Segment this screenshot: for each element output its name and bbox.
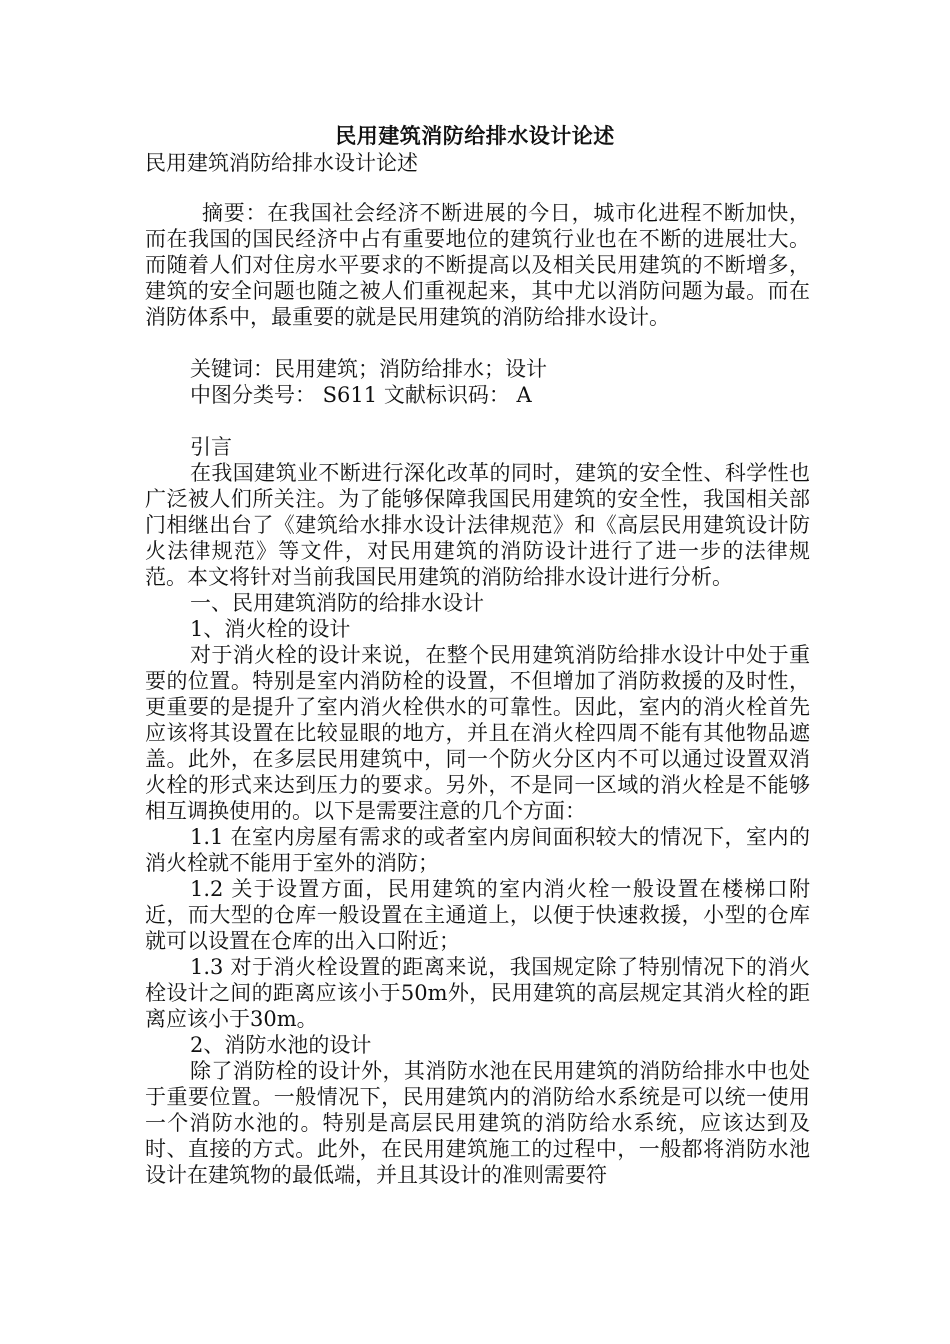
subsection-1-heading: 1、消火栓的设计 (190, 617, 351, 641)
item-1-3: 1.3 对于消火栓设置的距离来说，我国规定除了特别情况下的消火栓设计之间的距离应该小于50m外，民用建筑的高层规定其消火栓的距离应该小于30m。 (145, 955, 810, 1031)
document-body (145, 200, 810, 1188)
intro-paragraph: 在我国建筑业不断进行深化改革的同时，建筑的安全性、科学性也广泛被人们所关注。为了能够保障我国民用建筑的安全性，我国相关部门相继出台了《建筑给水排水设计法律规范》和《高层民用建筑设计防火法律规范》等文件，对民用建筑的消防设计进行了进一步的法律规范。本文将针对当前我国民用建筑的消防给排水设计进行分析。 (145, 461, 810, 589)
intro-heading: 引言 (190, 435, 232, 459)
item-1-1: 1.1 在室内房屋有需求的或者室内房间面积较大的情况下，室内的消火栓就不能用于室外的消防； (145, 825, 810, 875)
subsection-1-paragraph: 对于消火栓的设计来说，在整个民用建筑消防给排水设计中处于重要的位置。特别是室内消防栓的设置，不但增加了消防救援的及时性，更重要的是提升了室内消火栓供水的可靠性。因此，室内的消火栓首先应该将其设置在比较显眼的地方，并且在消火栓四周不能有其他物品遮盖。此外，在多层民用建筑中，同一个防火分区内不可以通过设置双消火栓的形式来达到压力的要求。另外，不是同一区域的消火栓是不能够相互调换使用的。以下是需要注意的几个方面： (145, 643, 810, 823)
subsection-2-heading: 2、消防水池的设计 (190, 1033, 372, 1057)
subsection-2-paragraph: 除了消防栓的设计外，其消防水池在民用建筑的消防给排水中也处于重要位置。一般情况下，民用建筑内的消防给水系统是可以统一使用一个消防水池的。特别是高层民用建筑的消防给水系统，应该达到及时、直接的方式。此外，在民用建筑施工的过程中，一般都将消防水池设计在建筑物的最低端，并且其设计的准则需要符 (145, 1059, 810, 1187)
spacer (145, 408, 810, 434)
section-1-heading: 一、民用建筑消防的给排水设计 (190, 591, 484, 615)
item-1-2: 1.2 关于设置方面，民用建筑的室内消火栓一般设置在楼梯口附近，而大型的仓库一般设置在主通道上，以便于快速救援，小型的仓库就可以设置在仓库的出入口附近； (145, 877, 810, 953)
keywords-line: 关键词：民用建筑；消防给排水；设计 (190, 357, 547, 381)
spacer (145, 330, 810, 356)
classification-line: 中图分类号： S611 文献标识码： A (190, 383, 532, 407)
document-title: 民用建筑消防给排水设计论述 (335, 123, 615, 148)
document-subtitle: 民用建筑消防给排水设计论述 (145, 151, 418, 175)
abstract-paragraph: 摘要：在我国社会经济不断进展的今日，城市化进程不断加快，而在我国的国民经济中占有重要地位的建筑行业也在不断的进展壮大。而随着人们对住房水平要求的不断提高以及相关民用建筑的不断增多，建筑的安全问题也随之被人们重视起来，其中尤以消防问题为最。而在消防体系中，最重要的就是民用建筑的消防给排水设计。 (145, 201, 810, 329)
